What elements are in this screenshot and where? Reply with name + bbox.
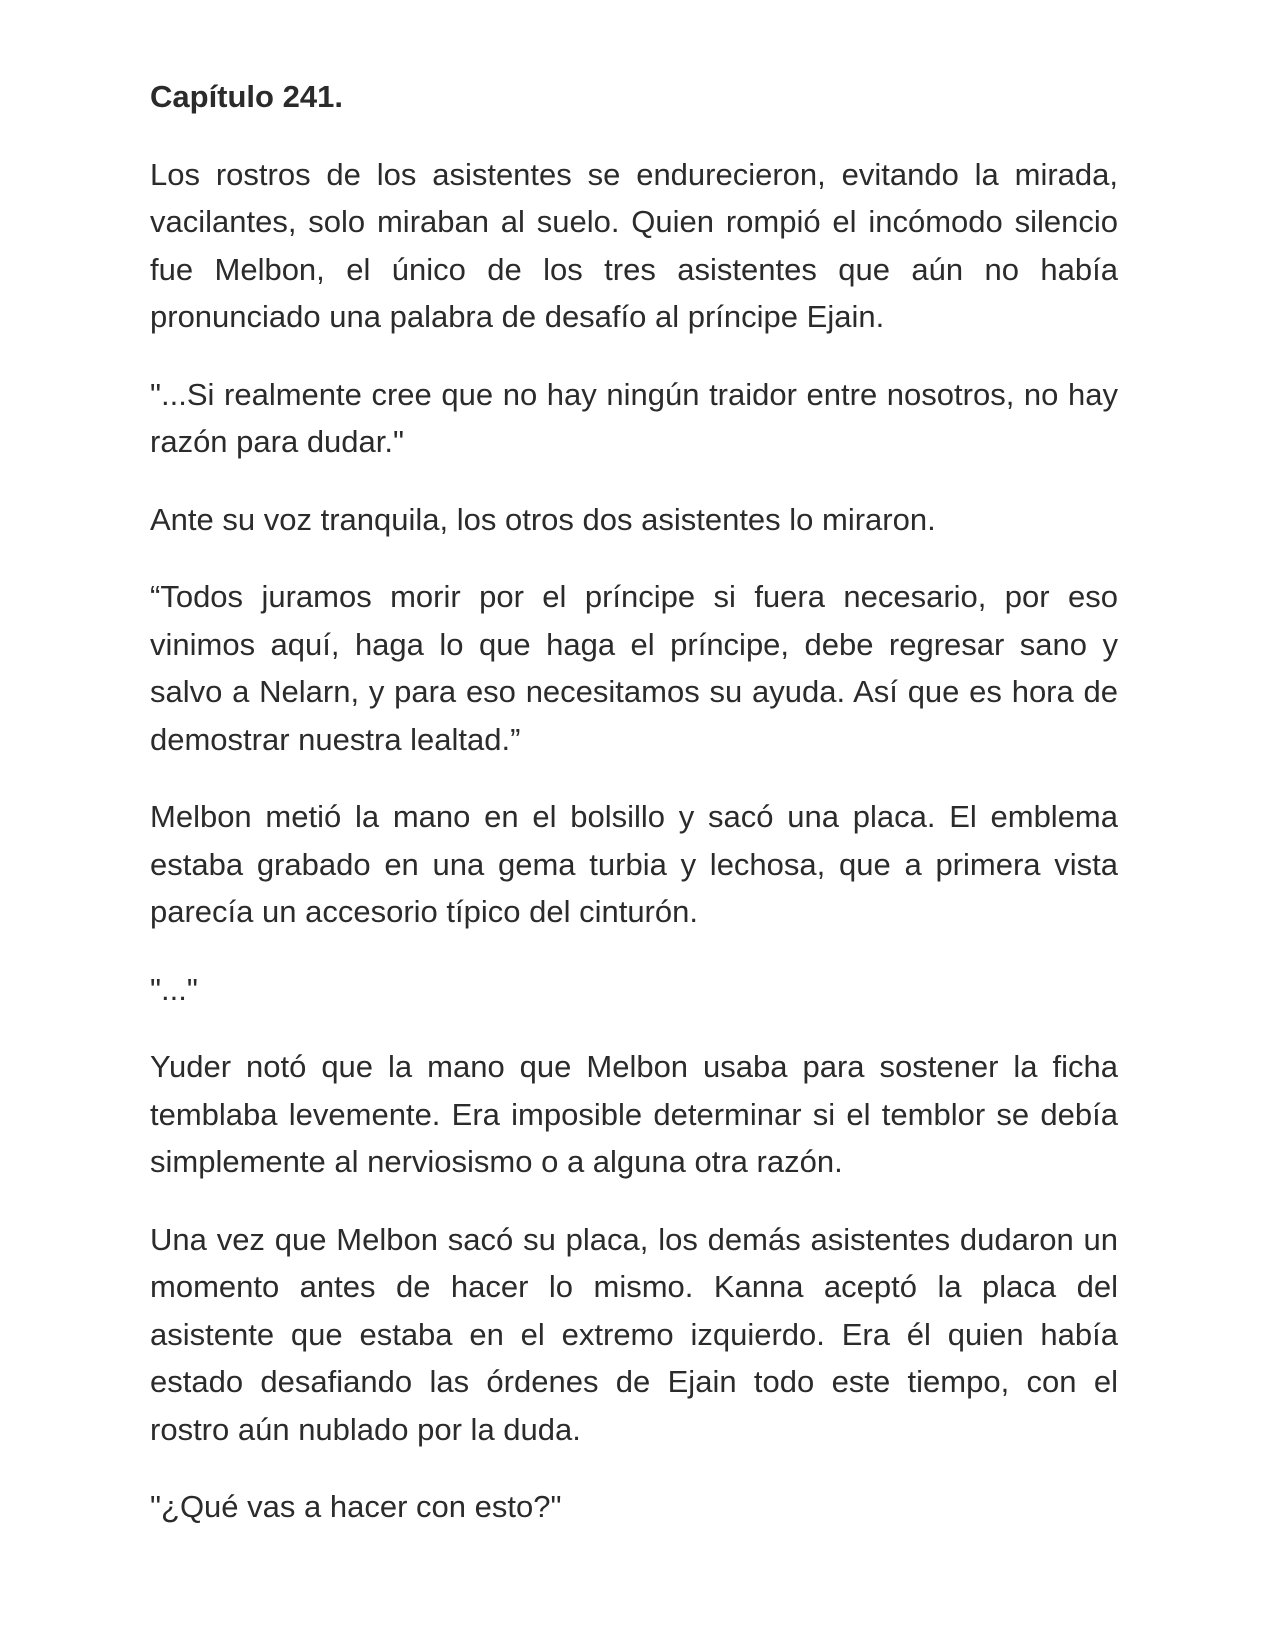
paragraph: Yuder notó que la mano que Melbon usaba para sostener la ficha temblaba levemente. Era imposible determinar si el temblor se debía simplemente al nerviosismo o a alguna otra razón. (150, 1049, 1118, 1179)
paragraph: “Todos juramos morir por el príncipe si fuera necesario, por eso vinimos aquí, haga lo que haga el príncipe, debe regresar sano y salvo a Nelarn, y para eso necesitamos su ayuda. Así que es hora de demostrar nuestra lealtad.” (150, 579, 1118, 757)
paragraph: "..." (150, 971, 198, 1007)
paragraph: "¿Qué vas a hacer con esto?" (150, 1489, 562, 1524)
chapter-title: Capítulo 241. (150, 79, 343, 114)
document-page (150, 73, 1118, 1531)
paragraph: Melbon metió la mano en el bolsillo y sacó una placa. El emblema estaba grabado en una gema turbia y lechosa, que a primera vista parecía un accesorio típico del cinturón. (150, 799, 1118, 929)
paragraph: "...Si realmente cree que no hay ningún traidor entre nosotros, no hay razón para dudar." (150, 376, 1118, 459)
paragraph: Una vez que Melbon sacó su placa, los demás asistentes dudaron un momento antes de hacer lo mismo. Kanna aceptó la placa del asistente que estaba en el extremo izquierdo. Era él quien había estado desafiando las órdenes de Ejain todo este tiempo, con el rostro aún nublado por la duda. (150, 1221, 1118, 1447)
paragraph: Los rostros de los asistentes se endurecieron, evitando la mirada, vacilantes, solo miraban al suelo. Quien rompió el incómodo silencio fue Melbon, el único de los tres asistentes que aún no había pronunciado una palabra de desafío al príncipe Ejain. (150, 156, 1118, 334)
paragraph: Ante su voz tranquila, los otros dos asistentes lo miraron. (150, 501, 936, 537)
